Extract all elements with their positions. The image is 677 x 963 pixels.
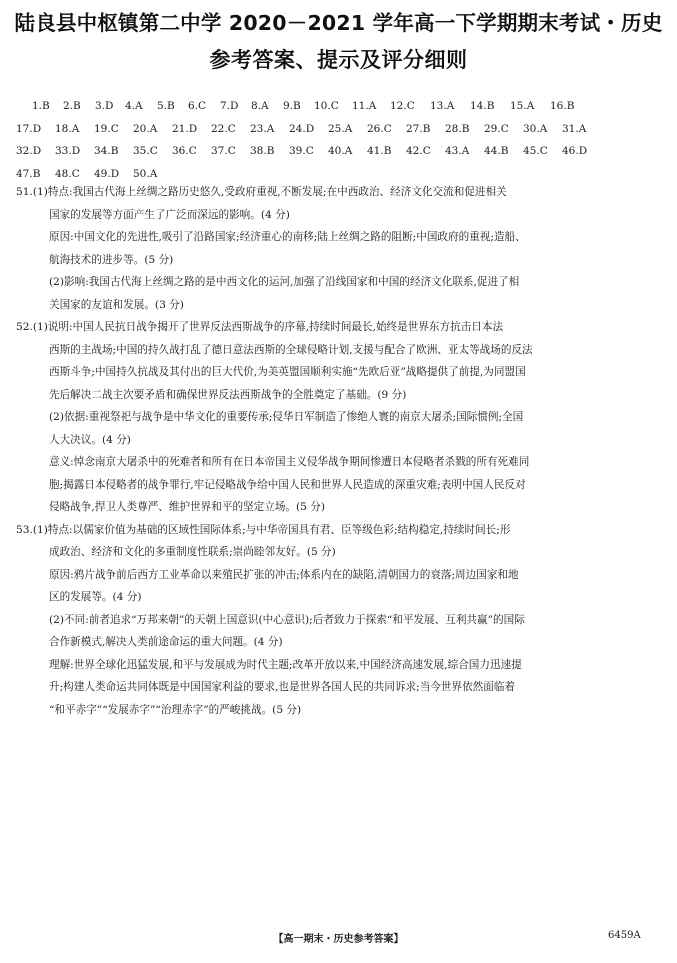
answer-item: 24.D <box>289 122 315 135</box>
answer-item: 21.D <box>172 122 198 135</box>
answer-item: 47.B <box>16 167 41 180</box>
answer-item: 18.A <box>55 122 80 135</box>
answer-item: 5.B <box>157 100 175 112</box>
text-line: 理解:世界全球化迅猛发展,和平与发展成为时代主题;改革开放以来,中国经济高速发展,综合国力迅速提 <box>49 658 522 671</box>
answer-item: 27.B <box>406 122 431 135</box>
answer-item: 50.A <box>133 167 158 180</box>
text-line: 53.(1)特点:以儒家价值为基础的区域性国际体系;与中华帝国具有君、臣等级色彩;结构稳定,持续时间长;形 <box>16 523 511 536</box>
answer-item: 43.A <box>445 145 470 157</box>
answer-item: 37.C <box>211 145 236 157</box>
answer-item: 29.C <box>484 122 509 135</box>
text-line: 西斯斗争;中国持久抗战及其付出的巨大代价,为美英盟国顺利实施“先欧后亚”战略提供了前提,为同盟国 <box>49 366 526 378</box>
answer-row <box>16 118 652 141</box>
answer-item: 12.C <box>390 100 415 112</box>
answer-item: 15.A <box>510 100 535 112</box>
answer-row <box>16 140 652 163</box>
answer-item: 38.B <box>250 145 275 157</box>
text-line: 侵略战争,捍卫人类尊严、维护世界和平的坚定立场。(5 分) <box>49 501 325 513</box>
answer-item: 35.C <box>133 145 158 157</box>
text-line: 原因:鸦片战争前后西方工业革命以来殖民扩张的冲击;体系内在的缺陷,清朝国力的衰落;周边国家和地 <box>49 568 519 581</box>
answer-item: 10.C <box>314 100 339 112</box>
answer-item: 22.C <box>211 122 236 135</box>
footer-label: 【高一期末・历史参考答案】 <box>273 934 404 945</box>
answer-item: 1.B <box>32 100 50 112</box>
text-line: (2)依据:重视祭祀与战争是中华文化的重要传承;侵华日军制造了惨绝人寰的南京大屠杀;国际惯例;全国 <box>49 411 524 423</box>
answer-item: 49.D <box>94 167 120 180</box>
text-line: 合作新模式,解决人类前途命运的重大问题。(4 分) <box>49 636 283 648</box>
answer-item: 34.B <box>94 145 119 157</box>
multiple-choice-answers <box>16 95 652 185</box>
text-line: 人大决议。(4 分) <box>49 433 131 446</box>
answer-row <box>32 95 652 118</box>
answer-item: 13.A <box>430 100 455 112</box>
text-line: 区的发展等。(4 分) <box>49 591 142 603</box>
answer-item: 30.A <box>523 122 548 135</box>
answer-item: 3.D <box>95 100 114 112</box>
answer-item: 17.D <box>16 122 42 135</box>
answer-item: 9.B <box>283 100 301 112</box>
answer-item: 41.B <box>367 145 392 157</box>
essay-answers <box>16 181 652 721</box>
text-line: 航海技术的进步等。(5 分) <box>49 253 174 266</box>
answer-item: 6.C <box>188 100 207 112</box>
answer-item: 33.D <box>55 145 81 157</box>
text-line: 关国家的友谊和发展。(3 分) <box>49 298 184 311</box>
answer-item: 25.A <box>328 122 353 135</box>
text-line: 原因:中国文化的先进性,吸引了沿路国家;经济重心的南移;陆上丝绸之路的阻断;中国政府的重视;造船、 <box>49 231 526 243</box>
answer-item: 11.A <box>352 100 377 112</box>
text-line: 西斯的主战场;中国的持久战打乱了德日意法西斯的全球侵略计划,支援与配合了欧洲、亚太等战场的反法 <box>49 343 533 356</box>
answer-item: 46.D <box>562 145 588 157</box>
answer-item: 32.D <box>16 145 42 157</box>
page-title: 陆良县中枢镇第二中学 2020－2021 学年高一下学期期末考试・历史 <box>14 11 663 35</box>
answer-item: 19.C <box>94 122 119 135</box>
answer-item: 26.C <box>367 122 392 135</box>
answer-item: 48.C <box>55 167 80 180</box>
footer-code: 6459A <box>608 930 641 941</box>
answer-item: 8.A <box>251 100 269 112</box>
answer-item: 7.D <box>220 100 239 112</box>
text-line: 52.(1)说明:中国人民抗日战争揭开了世界反法西斯战争的序幕,持续时间最长,始终是世界东方抗击日本法 <box>16 321 504 333</box>
text-line: 意义:悼念南京大屠杀中的死难者和所有在日本帝国主义侵华战争期间惨遭日本侵略者杀戮的所有死难同 <box>49 456 530 468</box>
text-line: 51.(1)特点:我国古代海上丝绸之路历史悠久,受政府重视,不断发展;在中西政治、经济文化交流和促进相关 <box>16 186 507 198</box>
text-line: 胞;揭露日本侵略者的战争罪行,牢记侵略战争给中国人民和世界人民造成的深重灾难;表明中国人民反对 <box>49 478 526 491</box>
answer-item: 23.A <box>250 122 275 135</box>
answer-item: 44.B <box>484 145 509 157</box>
answer-item: 28.B <box>445 122 470 135</box>
text-line: (2)不同:前者追求“万邦来朝”的天朝上国意识(中心意识);后者致力于探索“和平发展、互利共赢”的国际 <box>49 613 525 626</box>
text-line: 成政治、经济和文化的多重制度性联系;崇尚睦邻友好。(5 分) <box>49 546 336 558</box>
answer-item: 2.B <box>63 100 81 112</box>
answer-item: 45.C <box>523 145 548 157</box>
answer-item: 4.A <box>125 100 143 112</box>
answer-item: 39.C <box>289 145 314 157</box>
text-line: “和平赤字”“发展赤字”“治理赤字”的严峻挑战。(5 分) <box>49 703 302 716</box>
text-line: 升;构建人类命运共同体既是中国国家利益的要求,也是世界各国人民的共同诉求;当今世界依然面临着 <box>49 681 516 693</box>
text-line: 国家的发展等方面产生了广泛而深远的影响。(4 分) <box>49 208 290 221</box>
answer-item: 31.A <box>562 122 587 135</box>
answer-item: 20.A <box>133 122 158 135</box>
answer-item: 42.C <box>406 145 431 157</box>
answer-item: 16.B <box>550 100 575 112</box>
page-subtitle: 参考答案、提示及评分细则 <box>209 48 468 72</box>
text-line: 先后解决二战主次要矛盾和确保世界反法西斯战争的全胜奠定了基础。(9 分) <box>49 388 407 401</box>
text-line: (2)影响:我国古代海上丝绸之路的是中西文化的运河,加强了沿线国家和中国的经济文化联系,促进了相 <box>49 276 520 288</box>
answer-item: 40.A <box>328 145 353 157</box>
answer-item: 14.B <box>470 100 495 112</box>
answer-item: 36.C <box>172 145 197 157</box>
